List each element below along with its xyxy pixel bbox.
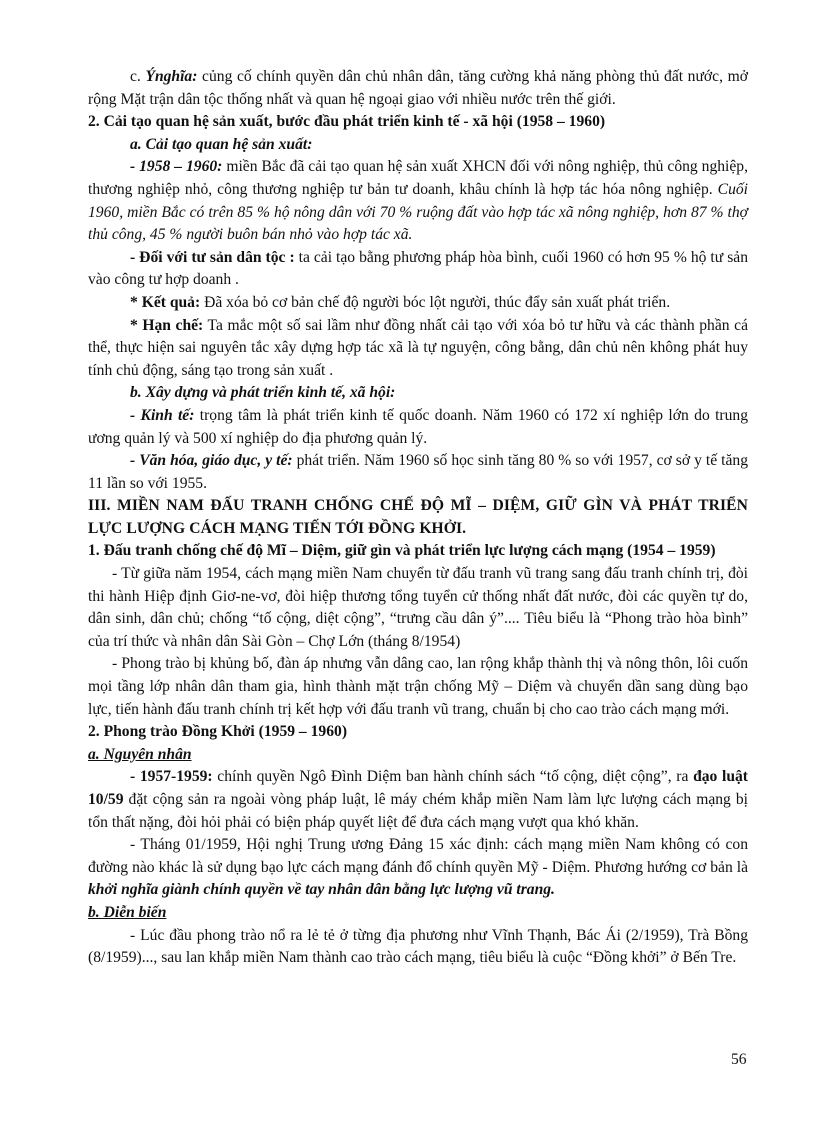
text-1957-1959-a: chính quyền Ngô Đình Diệm ban hành chính sách “tố cộng, diệt cộng”, ra (212, 768, 694, 786)
page-number: 56 (731, 1051, 747, 1068)
bold-dao-luat: đạo luật 10/59 (88, 768, 748, 808)
text-ket-qua: Đã xóa bỏ cơ bản chế độ người bóc lột người, thúc đẩy sản xuất phát triển. (200, 293, 671, 311)
paragraph-ket-qua (88, 292, 748, 315)
paragraph-1954: - Từ giữa năm 1954, cách mạng miền Nam chuyển từ đấu tranh vũ trang sang đấu tranh chính trị, đòi thi hành Hiệp định Giơ-ne-vơ, đòi hiệp thương tổng tuyển cử thống nhất đất nước, đòi các quyền tự do, dân sinh, dân chủ; chống “tố cộng, diệt cộng”, “trưng cầu dân ý”.... Tiêu biểu là “Phong trào hòa bình” của trí thức và nhân dân Sài Gòn – Chợ Lớn (tháng 8/1954) (88, 565, 748, 650)
text-han-che: Ta mắc một số sai lầm như đồng nhất cải tạo với xóa bỏ tư hữu và các thành phần cá thể, thực hiện sai nguyên tắc xây dựng hợp tác xã là tự nguyện, công bằng, dân chủ nên không phát huy tính chủ động, sáng tạo trong sản xuất . (88, 316, 748, 379)
italic-1958-1960: Cuối 1960, miền Bắc có trên 85 % hộ nông dân với 70 % ruộng đất vào hợp tác xã nông nghiệp, hơn 87 % thợ thủ công, 45 % người buôn bán nhỏ vào hợp tác xã. (88, 180, 748, 244)
paragraph-khung-bo: - Phong trào bị khủng bố, đàn áp nhưng vẫn dâng cao, lan rộng khắp thành thị và nông thôn, lôi cuốn mọi tầng lớp nhân dân tham gia, hình thành mặt trận chống Mỹ – Diệm và chuyển dần sang dùng bạo lực, tiến hành đấu tranh chính trị kết hợp với đấu tranh vũ trang, chuẩn bị cho cao trào cách mạng mới. (88, 655, 748, 718)
section2-sub-a: a. Cải tạo quan hệ sản xuất: (130, 135, 313, 153)
text-kinh-te: trọng tâm là phát triển kinh tế quốc doanh. Năm 1960 có 172 xí nghiệp lớn do trung ương quản lý và 500 xí nghiệp do địa phương quản lý. (88, 406, 749, 447)
label-han-che: * Hạn chế: (130, 316, 204, 334)
paragraph-tu-san (88, 247, 748, 292)
section2-heading: 2. Cải tạo quan hệ sản xuất, bước đầu phát triển kinh tế - xã hội (1958 – 1960) (88, 113, 606, 131)
label-1957-1959: - 1957-1959: (130, 768, 213, 786)
section3-sub1: 1. Đấu tranh chống chế độ Mĩ – Diệm, giữ gìn và phát triển lực lượng cách mạng (1954 – 1959) (88, 542, 716, 560)
paragraph-han-che (88, 315, 748, 383)
section3-sub-a: a. Nguyên nhân (88, 745, 192, 763)
text-van-hoa: phát triển. Năm 1960 số học sinh tăng 80 % so với 1957, cơ sở y tế tăng 11 lần so với 1955. (88, 452, 748, 492)
section2-sub-b: b. Xây dựng và phát triển kinh tế, xã hội: (130, 384, 396, 402)
label-kinh-te: - Kinh tế: (130, 406, 195, 424)
y-nghia-label: Ýnghĩa: (145, 68, 198, 85)
y-nghia-text: củng cố chính quyền dân chủ nhân dân, tăng cường khả năng phòng thủ đất nước, mở rộng Mặt trận dân tộc thống nhất và quan hệ ngoại giao với nhiều nước trên thế giới. (88, 68, 748, 108)
label-tu-san: - Đối với tư sản dân tộc : (130, 248, 295, 266)
paragraph-y-nghia: c. Ýnghĩa: củng cố chính quyền dân chủ nhân dân, tăng cường khả năng phòng thủ đất nước, mở rộng Mặt trận dân tộc thống nhất và quan hệ ngoại giao với nhiều nước trên thế giới. (88, 68, 748, 108)
label-ket-qua: * Kết quả: (130, 293, 201, 311)
text-tu-san: ta cải tạo bằng phương pháp hòa bình, cuối 1960 có hơn 95 % hộ tư sản vào công tư hợp doanh . (88, 248, 748, 289)
paragraph-van-hoa (88, 450, 748, 495)
paragraph-1957-1959 (88, 766, 748, 834)
section3-sub-b: b. Diễn biến (88, 903, 167, 921)
label-1958-1960: - 1958 – 1960: (130, 158, 223, 176)
paragraph-1958-1960 (88, 156, 748, 246)
section3-heading: III. MIỀN NAM ĐẤU TRANH CHỐNG CHẾ ĐỘ MĨ – DIỆM, GIỮ GÌN VÀ PHÁT TRIỂN LỰC LƯỢNG CÁCH MẠNG TIẾN TỚI ĐỒNG KHỞI. (88, 497, 748, 537)
section3-sub2: 2. Phong trào Đồng Khởi (1959 – 1960) (88, 723, 348, 741)
text-1958-1960: miền Bắc đã cải tạo quan hệ sản xuất XHCN đối với nông nghiệp, thủ công nghiệp, thương nghiệp nhỏ, công thương nghiệp tư bản tư doanh, khâu chính là hợp tác hóa nông nghiệp. (88, 158, 748, 198)
text-1957-1959-b: đặt cộng sản ra ngoài vòng pháp luật, lê máy chém khắp miền Nam làm lực lượng cách mạng bị tổn thất nặng, đòi hỏi phải có biện pháp quyết liệt để đưa cách mạng vượt qua khó khăn. (88, 791, 748, 831)
page-content (88, 66, 748, 970)
label-van-hoa: - Văn hóa, giáo dục, y tế: (130, 452, 293, 470)
text-hoi-nghi-15: - Tháng 01/1959, Hội nghị Trung ương Đảng 15 xác định: cách mạng miền Nam không có con đường nào khác là sử dụng bạo lực cách mạng đánh đổ chính quyền Mỹ - Diệm. Phương hướng cơ bản là (88, 836, 748, 876)
paragraph-kinh-te (88, 405, 748, 450)
paragraph-hoi-nghi-15 (88, 834, 748, 902)
paragraph-dien-bien: - Lúc đầu phong trào nổ ra lẻ tẻ ở từng địa phương như Vĩnh Thạnh, Bác Ái (2/1959), Trà Bồng (8/1959)..., sau lan khắp miền Nam thành cao trào cách mạng, tiêu biểu là cuộc “Đồng khởi” ở Bến Tre. (88, 926, 748, 967)
bold-khoi-nghia: khởi nghĩa giành chính quyền về tay nhân dân bằng lực lượng vũ trang. (88, 881, 555, 899)
